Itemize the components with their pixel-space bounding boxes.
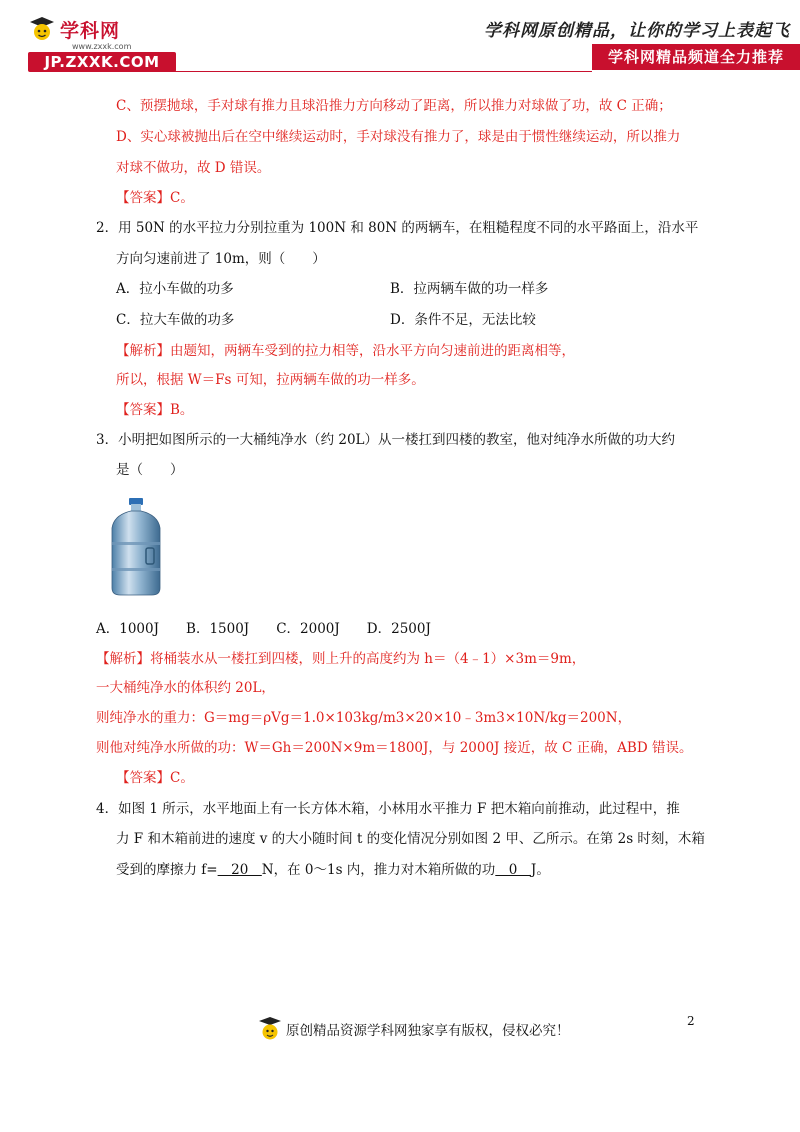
q4-stem-3-part-1: 受到的摩擦力 f=	[116, 862, 218, 878]
q3-options: A．1000J B．1500J C．2000J D．2500J	[96, 621, 431, 637]
q2-analysis-2: 所以，根据 W＝Fs 可知，拉两辆车做的功一样多。	[116, 372, 425, 388]
answer-tag: 【答案】	[116, 190, 170, 206]
q2-stem-1: 2．用 50N 的水平拉力分别拉重为 100N 和 80N 的两辆车，在粗糙程度不同的水平路面上，沿水平	[96, 220, 699, 236]
copyright-notice: 原创精品资源学科网独家享有版权，侵权必究！	[286, 1023, 570, 1039]
option-d-explanation-1: D、实心球被抛出后在空中继续运动时，手对球没有推力了，球是由于惯性继续运动，所以推力	[116, 129, 681, 145]
answer-1	[116, 188, 194, 208]
q2-option-a: A．拉小车做的功多	[116, 281, 234, 297]
zxxk-logo[interactable]	[28, 14, 188, 70]
q2-option-c: C．拉大车做的功多	[116, 312, 235, 328]
header-slogan: 学科网原创精品，让你的学习上表起飞	[484, 21, 790, 41]
option-d-explanation-2: 对球不做功，故 D 错误。	[116, 160, 271, 176]
answer-tag: 【答案】	[116, 402, 170, 418]
q4-stem-2: 力 F 和木箱前进的速度 v 的大小随时间 t 的变化情况分别如图 2 甲、乙所示。在第 2s 时刻，木箱	[116, 831, 705, 847]
q4-blank-friction: 20	[217, 862, 262, 878]
page-header	[0, 0, 800, 78]
mascot-icon	[28, 15, 56, 43]
logo-title: 学科网	[60, 19, 121, 42]
q4-stem-1: 4．如图 1 所示，水平地面上有一长方体木箱，小林用水平推力 F 把木箱向前推动，此过程中，推	[96, 801, 680, 817]
answer-value: C。	[170, 770, 194, 786]
q4-stem-3	[116, 860, 550, 880]
q3-analysis-3: 则纯净水的重力：G＝mg＝ρVg＝1.0×103kg/m3×20×10﹣3m3×10N/kg＝200N，	[96, 710, 632, 726]
logo-domain: JP.ZXXK.COM	[28, 52, 176, 72]
answer-tag: 【答案】	[116, 770, 170, 786]
q3-analysis-1: 【解析】将桶装水从一楼扛到四楼，则上升的高度约为 h＝（4﹣1）×3m＝9m，	[96, 651, 586, 667]
logo-url: www.zxxk.com	[72, 42, 132, 51]
q4-stem-3-part-3: J。	[530, 862, 550, 878]
q3-analysis-4: 则他对纯净水所做的功：W＝Gh＝200N×9m＝1800J，与 2000J 接近，故 C 正确，ABD 错误。	[96, 740, 693, 756]
q3-answer	[116, 768, 194, 788]
mascot-icon	[258, 1015, 282, 1043]
page-number: 2	[687, 1014, 695, 1028]
q2-stem-2: 方向匀速前进了 10m，则（ ）	[116, 251, 326, 267]
q3-stem-1: 3．小明把如图所示的一大桶纯净水（约 20L）从一楼扛到四楼的教室，他对纯净水所做的功大约	[96, 432, 676, 448]
water-bottle-icon	[108, 498, 164, 596]
q3-stem-2: 是（ ）	[116, 462, 184, 478]
q4-stem-3-part-2: N，在 0～1s 内，推力对木箱所做的功	[261, 862, 496, 878]
q3-analysis-2: 一大桶纯净水的体积约 20L，	[96, 680, 275, 696]
q2-option-d: D．条件不足，无法比较	[390, 312, 536, 328]
page-footer	[258, 1014, 570, 1044]
answer-value: B。	[170, 402, 194, 418]
q2-answer	[116, 400, 193, 420]
answer-value: C。	[170, 190, 194, 206]
header-divider	[36, 71, 592, 72]
option-c-explanation: C、预摆抛球，手对球有推力且球沿推力方向移动了距离，所以推力对球做了功，故 C 正确；	[116, 98, 672, 114]
q2-option-b: B．拉两辆车做的功一样多	[390, 281, 549, 297]
q4-blank-work: 0	[495, 862, 531, 878]
channel-banner[interactable]: 学科网精品频道全力推荐	[592, 44, 800, 70]
q2-analysis-1: 【解析】由题知，两辆车受到的拉力相等，沿水平方向匀速前进的距离相等，	[116, 343, 575, 359]
